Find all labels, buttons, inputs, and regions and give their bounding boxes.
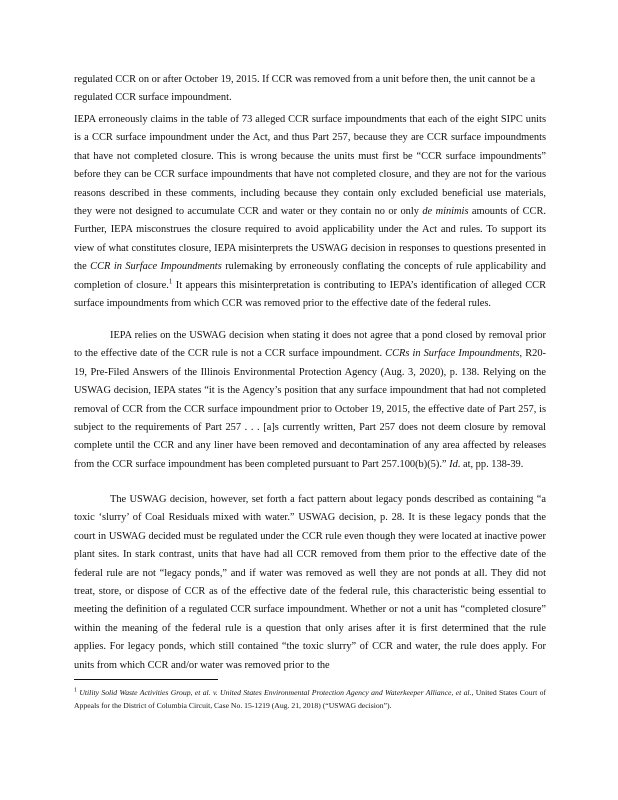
paragraph-3-italic-a: CCRs in Surface Impoundments [385,348,520,360]
paragraph-1-text: regulated CCR on or after October 19, 2015. If CCR was removed from a unit before then, the unit cannot be a regulated CCR surface impoundment. [74,74,536,104]
paragraph-3-italic-b: Id [449,458,458,470]
paragraph-2-text-b: amounts of CCR. Further, IEPA misconstrues the closure required to avoid applicability under the Act and rules. To support its view of what constitutes closure, IEPA misinterprets the USWAG decision in responses to questions presented in the [74,206,546,273]
paragraph-2-italic-a: de minimis [422,206,469,218]
paragraph-4 [74,491,546,675]
footnote [74,686,546,712]
footnote-separator [74,679,218,680]
paragraph-3-text-b: , R20-19, Pre-Filed Answers of the Illinois Environmental Protection Agency (Aug. 3, 2020), p. 138. Relying on the USWAG decision, IEPA states “it is the Agency’s position that any surface impoundment that had not completed removal of CCR from the CCR surface impoundment prior to October 19, 2015, the effective date of Part 257, is subject to the requirements of Part 257 . . . [a]s currently written, Part 257 does not deem closure by removal complete until the CCR and any liner have been removed and decontamination of any area affected by releases from the CCR surface impoundment has been completed pursuant to Part 257.100(b)(5).” [74,348,546,470]
paragraph-2-text-d: It appears this misinterpretation is contributing to IEPA’s identification of alleged CCR surface impoundments from which CCR was removed prior to the effective date of the federal rules. [74,279,546,310]
paragraph-3-text-c: . at, pp. 138-39. [457,458,524,470]
footnote-reference: 1 [168,277,173,286]
paragraph-3-text-a: IEPA relies on the USWAG decision when stating it does not agree that a pond closed by removal prior to the effective date of the CCR rule is not a CCR surface impoundment. [74,330,546,360]
footnote-case-name: Utility Solid Waste Activities Group, et al. v. United States Environmental Protection Agency and Waterkeeper Alliance, et al. [79,688,472,697]
paragraph-2 [74,111,546,313]
paragraph-2-italic-b: CCR in Surface Impoundments [90,261,222,273]
paragraph-4-text: The USWAG decision, however, set forth a fact pattern about legacy ponds described as containing “a toxic ‘slurry’ of Coal Residuals mixed with water.” USWAG decision, p. 28. It is these legacy ponds that the court in USWAG decided must be regulated under the CCR rule even though they were located at inactive power plant sites. In stark contrast, units that have had all CCR removed from them prior to the effective date of the federal rule are not “legacy ponds,” and if water was removed as well they are not ponds at all. They did not treat, store, or dispose of CCR as of the effective date of the federal rule, this characteristic being essential to meeting the definition of a regulated CCR surface impoundment. Whether or not a unit has “completed closure” within the meaning of the federal rule is a question that only arises after it is first determined that the rule applies. For legacy ponds, which still contained “the toxic slurry” of CCR and water, the rule does apply. For units from which CCR and/or water was removed prior to the [74,494,546,671]
footnote-marker: 1 [74,687,77,694]
paragraph-2-text-a: IEPA erroneously claims in the table of 73 alleged CCR surface impoundments that each of the eight SIPC units is a CCR surface impoundment under the Act, and thus Part 257, because they are CCR surface impoundments that have not completed closure. This is wrong because the units must first be “CCR surface impoundments” before they can be CCR surface impoundments that have not completed closure, and they are not for the various reasons described in these comments, including because they contain only excluded beneficial use materials, they were not designed to accumulate CCR and water or they contain no or only [74,114,546,218]
paragraph-1 [74,71,546,108]
paragraph-3 [74,327,546,474]
footnote-text: , United States Court of Appeals for the District of Columbia Circuit, Case No. 15-1219 (Aug. 21, 2018) (“USWAG decision”). [74,688,547,710]
paragraph-2-text-c: rulemaking by erroneously conflating the concepts of rule applicability and completion of closure. [74,261,546,291]
